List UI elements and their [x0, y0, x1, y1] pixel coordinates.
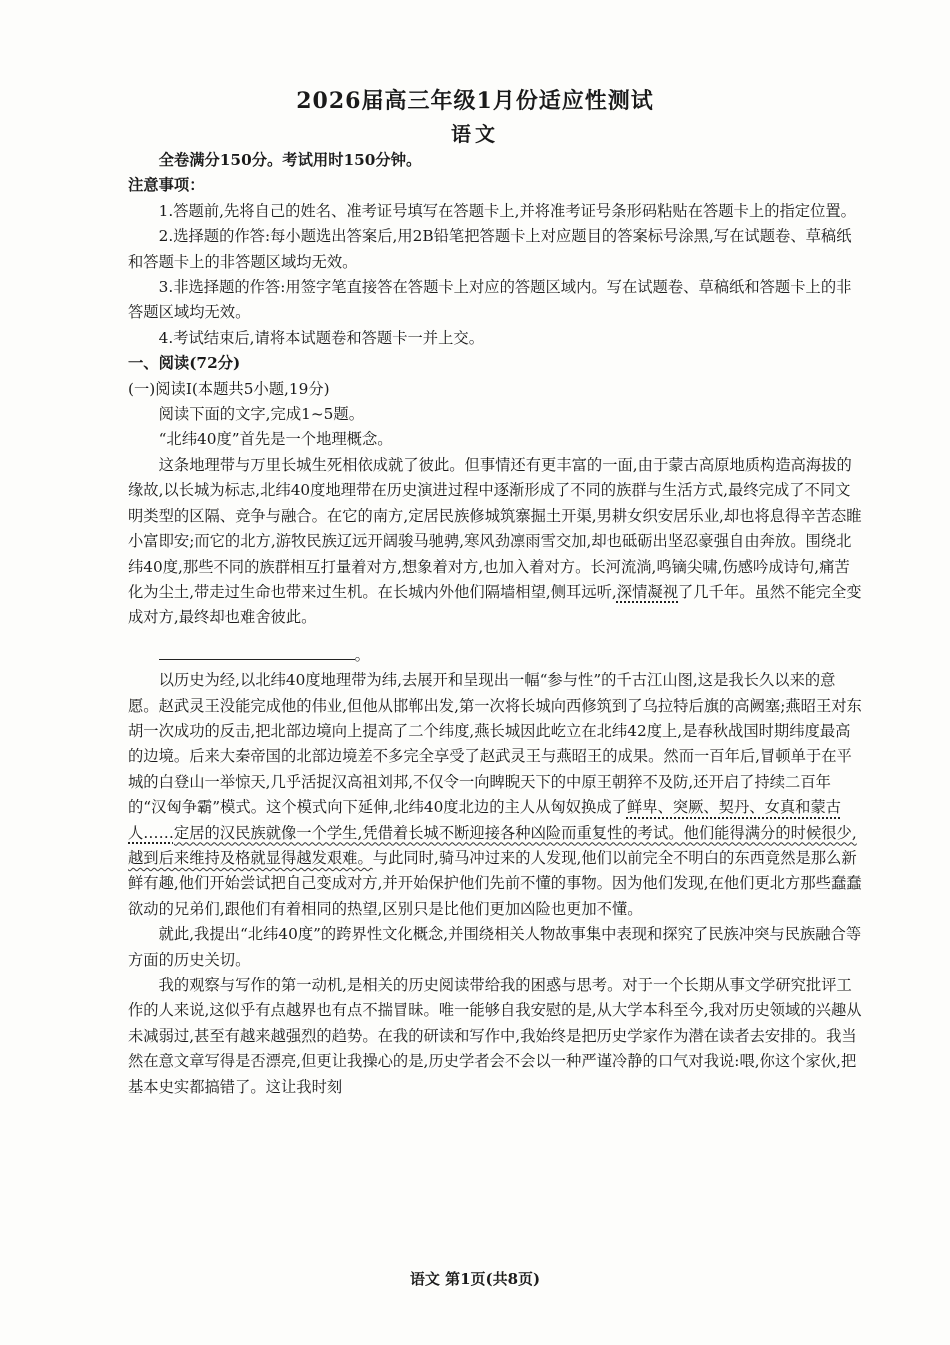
section-heading: 一、阅读(72分) — [128, 354, 241, 373]
passage-paragraph-3 — [128, 668, 862, 922]
notice-title: 注意事项： — [128, 176, 205, 195]
score-line: 全卷满分150分。考试用时150分钟。 — [158, 151, 422, 169]
dotted-emphasis: 深情凝视 — [616, 582, 678, 601]
passage-text: 这条地理带与万里长城生死相依成就了彼此。但事情还有更丰富的一面,由于蒙古高原地质构造高海拔的缘故,以长城为标志,北纬40度地理带在历史演进过程中逐渐形成了不同的族群与生活方式,最终完成了不同文明类型的区隔、竞争与融合。在它的南方,定居民族修城筑寨掘土开渠,男耕女织安居乐业,却也将息得辛苦态睢小富即安;而它的北方,游牧民族辽远开阔骏马驰骋,寒风劲凛雨雪交加,却也砥砺出坚忍豪强自由奔放。围绕北纬40度,那些不同的族群相互打量着对方,想象着对方,也加入着对方。长河流淌,鸣镝尖啸,伤感吟成诗句,痛苦化为尘土,带走过生命也带来过生机。在长城内外他们隔墙相望,侧耳远听, — [128, 455, 862, 601]
notice-item: 4.考试结束后,请将本试题卷和答题卡一并上交。 — [158, 328, 484, 347]
sub-section-heading: (一)阅读Ⅰ(本题共5小题,19分) — [128, 379, 330, 398]
notice-item: 2.选择题的作答:每小题选出答案后,用2B铅笔把答题卡上对应题目的答案标号涂黑,写在试题卷、草稿纸和答题卡上的非答题区域均无效。 — [128, 227, 852, 271]
passage-text: 与此同时,骑马冲过来的人发现,他们以前完全不明白的东西竟然是那么新鲜有趣,他们开始尝试把自己变成对方,并开始保护他们先前不懂的事物。因为他们发现,在他们更北方那些蠢蠢欲动的兄弟们,跟他们有着相同的热望,区别只是比他们更加凶险也更加不懂。 — [128, 848, 862, 918]
dotted-emphasis: 鲜卑、突厥、契丹、女真和蒙古人…… — [128, 798, 842, 842]
wavy-underlined-sentence: 定居的汉民族就像一个学生,凭借着长城不断迎接各种凶险而重复性的考试。他们能得满分的时候很少,越到后来维持及格就显得越发艰难。 — [128, 823, 857, 867]
subject-title: 语文 — [451, 122, 499, 146]
passage-paragraph-1: “北纬40度”首先是一个地理概念。 — [158, 430, 393, 449]
exam-title: 2026届高三年级1月份适应性测试 — [296, 88, 654, 114]
answer-blank — [159, 643, 355, 660]
passage-text: 了几千年。虽然不能完全变成对方,最终却也难舍彼此。 — [128, 582, 862, 627]
blank-end-mark: 。 — [354, 645, 370, 664]
fill-blank-line — [128, 643, 862, 668]
reading-instruction: 阅读下面的文字,完成1~5题。 — [158, 405, 365, 424]
passage-paragraph-5: 我的观察与写作的第一动机,是相关的历史阅读带给我的困惑与思考。对于一个长期从事文学研究批评工作的人来说,这似乎有点越界也有点不揣冒昧。唯一能够自我安慰的是,从大学本科至今,我对历史领域的兴趣从未减弱过,甚至有越来越强烈的趋势。在我的研读和写作中,我始终是把历史学家作为潜在读者去安排的。我当然在意文章写得是否漂亮,但更让我操心的是,历史学者会不会以一种严谨冷静的口气对我说:喂,你这个家伙,把基本史实都搞错了。这让我时刻 — [128, 976, 862, 1096]
exam-body — [128, 148, 862, 1100]
passage-paragraph-2 — [128, 453, 862, 631]
passage-paragraph-4: 就此,我提出“北纬40度”的跨界性文化概念,并围绕相关人物故事集中表现和探究了民族冲突与民族融合等方面的历史关切。 — [128, 925, 862, 969]
notice-item: 1.答题前,先将自己的姓名、准考证号填写在答题卡上,并将准考证号条形码粘贴在答题卡上的指定位置。 — [158, 201, 856, 220]
notice-item: 3.非选择题的作答:用签字笔直接答在答题卡上对应的答题区域内。写在试题卷、草稿纸和答题卡上的非答题区域均无效。 — [128, 278, 852, 322]
passage-text: 以历史为经,以北纬40度地理带为纬,去展开和呈现出一幅“参与性”的千古江山图,这是我长久以来的意愿。赵武灵王没能完成他的伟业,但他从邯郸出发,第一次将长城向西修筑到了乌拉特后旗的高阙塞;燕昭王对东胡一次成功的反击,把北部边境向上提高了二个纬度,燕长城因此屹立在北纬42度上,是春秋战国时期纬度最高的边境。后来大秦帝国的北部边境差不多完全享受了赵武灵王与燕昭王的成果。然而一百年后,冒顿单于在平城的白登山一举惊天,几乎活捉汉高祖刘邦,不仅令一向睥睨天下的中原王朝猝不及防,还开启了持续二百年的“汉匈争霸”模式。这个模式向下延伸,北纬40度北边的主人从匈奴换成了 — [128, 671, 862, 817]
page-footer: 语文 第1页(共8页) — [409, 1270, 541, 1288]
